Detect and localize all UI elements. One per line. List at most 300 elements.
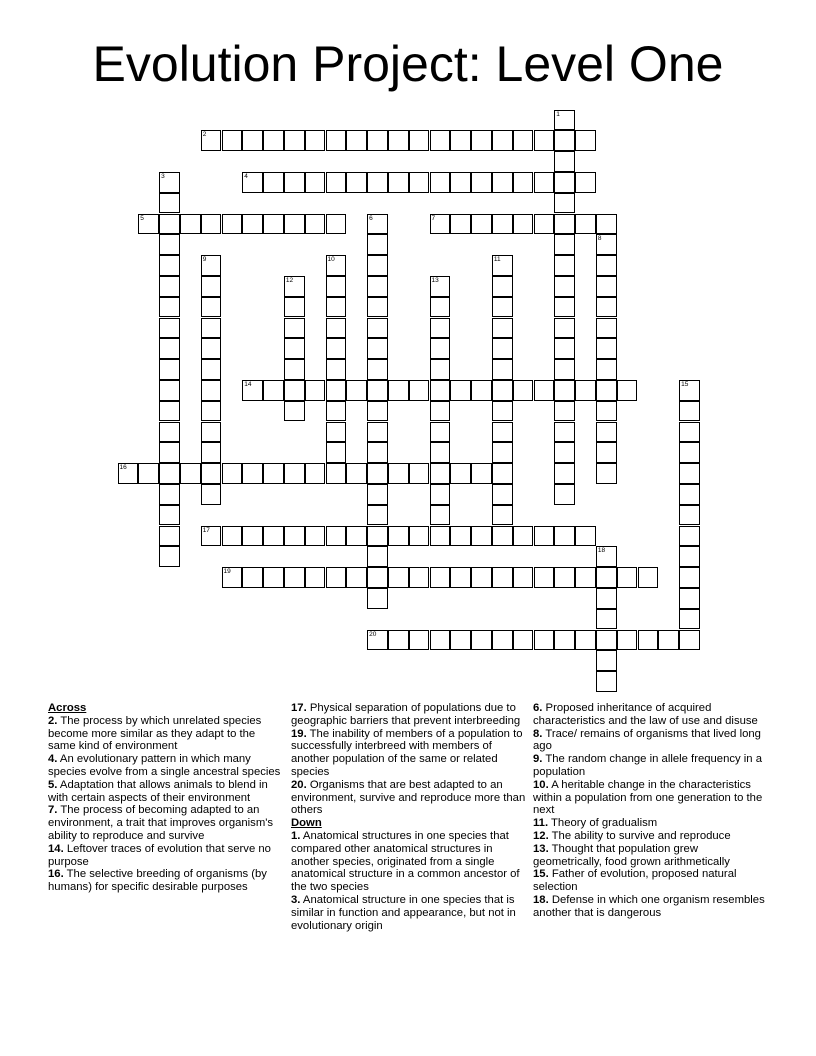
grid-cell[interactable]	[409, 130, 430, 151]
grid-cell[interactable]	[201, 359, 222, 380]
grid-cell[interactable]	[575, 380, 596, 401]
grid-cell[interactable]	[430, 214, 451, 235]
down-clue	[533, 868, 768, 894]
grid-cell[interactable]	[430, 172, 451, 193]
grid-cell[interactable]	[367, 505, 388, 526]
grid-cell[interactable]	[242, 526, 263, 547]
grid-cell[interactable]	[284, 567, 305, 588]
grid-cell[interactable]	[554, 630, 575, 651]
grid-cell[interactable]	[284, 214, 305, 235]
grid-cell[interactable]	[658, 630, 679, 651]
grid-cell[interactable]	[471, 380, 492, 401]
grid-cell[interactable]	[326, 130, 347, 151]
grid-cell[interactable]	[201, 214, 222, 235]
grid-cell[interactable]	[554, 172, 575, 193]
grid-cell[interactable]	[201, 276, 222, 297]
grid-cell[interactable]	[554, 193, 575, 214]
grid-cell[interactable]	[180, 463, 201, 484]
grid-cell[interactable]	[596, 338, 617, 359]
grid-cell[interactable]	[326, 442, 347, 463]
grid-cell[interactable]	[284, 318, 305, 339]
grid-cell[interactable]	[201, 130, 222, 151]
grid-cell[interactable]	[159, 255, 180, 276]
grid-cell[interactable]	[554, 422, 575, 443]
grid-cell[interactable]	[575, 630, 596, 651]
grid-cell[interactable]	[388, 630, 409, 651]
grid-cell[interactable]	[159, 526, 180, 547]
grid-cell[interactable]	[326, 297, 347, 318]
grid-cell[interactable]	[679, 567, 700, 588]
grid-cell[interactable]	[409, 380, 430, 401]
grid-cell[interactable]	[492, 505, 513, 526]
clue-number: 5	[140, 214, 144, 222]
grid-cell[interactable]	[430, 442, 451, 463]
grid-cell[interactable]	[159, 380, 180, 401]
grid-cell[interactable]	[367, 422, 388, 443]
grid-cell[interactable]	[679, 380, 700, 401]
clue-text: Proposed inheritance of acquired characteristics and the law of use and disuse	[533, 702, 758, 727]
grid-cell[interactable]	[159, 359, 180, 380]
grid-cell[interactable]	[305, 567, 326, 588]
grid-cell[interactable]	[471, 172, 492, 193]
clue-num: 3.	[291, 893, 301, 906]
grid-cell[interactable]	[596, 234, 617, 255]
grid-cell[interactable]	[534, 380, 555, 401]
grid-cell[interactable]	[450, 172, 471, 193]
grid-cell[interactable]	[367, 567, 388, 588]
grid-cell[interactable]	[430, 338, 451, 359]
grid-cell[interactable]	[596, 401, 617, 422]
grid-cell[interactable]	[617, 630, 638, 651]
grid-cell[interactable]	[575, 526, 596, 547]
grid-cell[interactable]	[242, 214, 263, 235]
grid-cell[interactable]	[367, 546, 388, 567]
grid-cell[interactable]	[263, 380, 284, 401]
grid-cell[interactable]	[534, 526, 555, 547]
grid-cell[interactable]	[450, 630, 471, 651]
grid-cell[interactable]	[679, 588, 700, 609]
grid-cell[interactable]	[367, 401, 388, 422]
clue-number: 20	[369, 630, 377, 638]
grid-cell[interactable]	[430, 463, 451, 484]
grid-cell[interactable]	[201, 338, 222, 359]
grid-cell[interactable]	[679, 401, 700, 422]
grid-cell[interactable]	[367, 526, 388, 547]
clue-num: 11.	[533, 817, 549, 830]
grid-cell[interactable]	[263, 172, 284, 193]
grid-cell[interactable]	[492, 255, 513, 276]
grid-cell[interactable]	[513, 567, 534, 588]
grid-cell[interactable]	[554, 276, 575, 297]
grid-cell[interactable]	[679, 484, 700, 505]
grid-cell[interactable]	[471, 526, 492, 547]
grid-cell[interactable]	[159, 297, 180, 318]
grid-cell[interactable]	[513, 214, 534, 235]
grid-cell[interactable]	[305, 380, 326, 401]
down-clue	[533, 753, 768, 779]
grid-cell[interactable]	[638, 567, 659, 588]
grid-cell[interactable]	[554, 359, 575, 380]
grid-cell[interactable]	[471, 567, 492, 588]
grid-cell[interactable]	[326, 401, 347, 422]
grid-cell[interactable]	[284, 401, 305, 422]
grid-cell[interactable]	[367, 380, 388, 401]
grid-cell[interactable]	[596, 630, 617, 651]
grid-cell[interactable]	[388, 380, 409, 401]
clue-text: The ability to survive and reproduce	[548, 829, 731, 842]
grid-cell[interactable]	[326, 214, 347, 235]
grid-cell[interactable]	[450, 214, 471, 235]
grid-cell[interactable]	[596, 255, 617, 276]
clue-text: Trace/ remains of organisms that lived long ago	[533, 727, 761, 753]
grid-cell[interactable]	[159, 193, 180, 214]
grid-cell[interactable]	[409, 526, 430, 547]
grid-cell[interactable]	[326, 422, 347, 443]
grid-cell[interactable]	[554, 234, 575, 255]
grid-cell[interactable]	[679, 630, 700, 651]
grid-cell[interactable]	[367, 442, 388, 463]
grid-cell[interactable]	[263, 567, 284, 588]
grid-cell[interactable]	[450, 526, 471, 547]
grid-cell[interactable]	[596, 422, 617, 443]
grid-cell[interactable]	[596, 609, 617, 630]
grid-cell[interactable]	[430, 422, 451, 443]
grid-cell[interactable]	[263, 130, 284, 151]
grid-cell[interactable]	[326, 567, 347, 588]
grid-cell[interactable]	[242, 567, 263, 588]
grid-cell[interactable]	[367, 255, 388, 276]
grid-cell[interactable]	[534, 172, 555, 193]
grid-cell[interactable]	[284, 463, 305, 484]
grid-cell[interactable]	[346, 130, 367, 151]
grid-cell[interactable]	[367, 338, 388, 359]
grid-cell[interactable]	[242, 380, 263, 401]
grid-cell[interactable]	[679, 526, 700, 547]
grid-cell[interactable]	[430, 630, 451, 651]
grid-cell[interactable]	[201, 380, 222, 401]
grid-cell[interactable]	[554, 442, 575, 463]
grid-cell[interactable]	[201, 422, 222, 443]
grid-cell[interactable]	[575, 567, 596, 588]
grid-cell[interactable]	[492, 567, 513, 588]
grid-cell[interactable]	[513, 630, 534, 651]
grid-cell[interactable]	[554, 463, 575, 484]
grid-cell[interactable]	[492, 401, 513, 422]
grid-cell[interactable]	[346, 567, 367, 588]
grid-cell[interactable]	[201, 484, 222, 505]
clue-num: 5.	[48, 778, 58, 791]
grid-cell[interactable]	[638, 630, 659, 651]
grid-cell[interactable]	[305, 172, 326, 193]
grid-cell[interactable]	[367, 318, 388, 339]
grid-cell[interactable]	[263, 214, 284, 235]
grid-cell[interactable]	[596, 567, 617, 588]
grid-cell[interactable]	[346, 172, 367, 193]
grid-cell[interactable]	[305, 526, 326, 547]
grid-cell[interactable]	[450, 567, 471, 588]
grid-cell[interactable]	[326, 276, 347, 297]
grid-cell[interactable]	[159, 338, 180, 359]
grid-cell[interactable]	[409, 172, 430, 193]
grid-cell[interactable]	[388, 172, 409, 193]
grid-cell[interactable]	[471, 130, 492, 151]
grid-cell[interactable]	[596, 359, 617, 380]
grid-cell[interactable]	[430, 297, 451, 318]
grid-cell[interactable]	[679, 463, 700, 484]
grid-cell[interactable]	[118, 463, 139, 484]
grid-cell[interactable]	[492, 130, 513, 151]
grid-cell[interactable]	[367, 630, 388, 651]
grid-cell[interactable]	[575, 214, 596, 235]
grid-cell[interactable]	[222, 130, 243, 151]
grid-cell[interactable]	[346, 526, 367, 547]
grid-cell[interactable]	[326, 172, 347, 193]
grid-cell[interactable]	[679, 422, 700, 443]
grid-cell[interactable]	[513, 380, 534, 401]
grid-cell[interactable]	[534, 630, 555, 651]
grid-cell[interactable]	[492, 630, 513, 651]
grid-cell[interactable]	[326, 318, 347, 339]
grid-cell[interactable]	[513, 130, 534, 151]
grid-cell[interactable]	[492, 276, 513, 297]
clue-number: 3	[161, 172, 165, 180]
grid-cell[interactable]	[159, 442, 180, 463]
grid-cell[interactable]	[554, 297, 575, 318]
grid-cell[interactable]	[367, 588, 388, 609]
clue-num: 15.	[533, 868, 549, 881]
grid-cell[interactable]	[263, 526, 284, 547]
clue-text: Organisms that are best adapted to an environment, survive and reproduce more than others	[291, 778, 526, 817]
grid-cell[interactable]	[284, 276, 305, 297]
grid-cell[interactable]	[201, 442, 222, 463]
grid-cell[interactable]	[159, 484, 180, 505]
grid-cell[interactable]	[159, 401, 180, 422]
grid-cell[interactable]	[367, 484, 388, 505]
grid-cell[interactable]	[326, 526, 347, 547]
grid-cell[interactable]	[554, 130, 575, 151]
grid-cell[interactable]	[596, 318, 617, 339]
grid-cell[interactable]	[554, 214, 575, 235]
grid-cell[interactable]	[284, 130, 305, 151]
grid-cell[interactable]	[430, 276, 451, 297]
grid-cell[interactable]	[596, 297, 617, 318]
grid-cell[interactable]	[201, 297, 222, 318]
grid-cell[interactable]	[367, 276, 388, 297]
grid-cell[interactable]	[222, 526, 243, 547]
down-heading: Down	[291, 817, 322, 830]
grid-cell[interactable]	[534, 130, 555, 151]
grid-cell[interactable]	[492, 214, 513, 235]
grid-cell[interactable]	[492, 318, 513, 339]
grid-cell[interactable]	[222, 214, 243, 235]
grid-cell[interactable]	[492, 172, 513, 193]
grid-cell[interactable]	[409, 567, 430, 588]
grid-cell[interactable]	[596, 546, 617, 567]
grid-cell[interactable]	[430, 567, 451, 588]
grid-cell[interactable]	[326, 463, 347, 484]
grid-cell[interactable]	[430, 318, 451, 339]
grid-cell[interactable]	[222, 567, 243, 588]
clue-number: 13	[431, 276, 439, 284]
grid-cell[interactable]	[180, 214, 201, 235]
grid-cell[interactable]	[430, 526, 451, 547]
grid-cell[interactable]	[679, 546, 700, 567]
grid-cell[interactable]	[367, 172, 388, 193]
grid-cell[interactable]	[263, 463, 284, 484]
grid-cell[interactable]	[596, 650, 617, 671]
grid-cell[interactable]	[201, 401, 222, 422]
grid-cell[interactable]	[367, 130, 388, 151]
grid-cell[interactable]	[367, 359, 388, 380]
grid-cell[interactable]	[492, 526, 513, 547]
grid-cell[interactable]	[409, 630, 430, 651]
grid-cell[interactable]	[679, 505, 700, 526]
grid-cell[interactable]	[388, 463, 409, 484]
clue-num: 2.	[48, 714, 58, 727]
grid-cell[interactable]	[409, 463, 430, 484]
grid-cell[interactable]	[242, 130, 263, 151]
clue-number: 2	[202, 131, 207, 139]
grid-cell[interactable]	[159, 422, 180, 443]
grid-cell[interactable]	[388, 130, 409, 151]
clue-text: A heritable change in the characteristics within a population from one generation to the next	[533, 778, 763, 817]
grid-cell[interactable]	[430, 505, 451, 526]
grid-cell[interactable]	[159, 546, 180, 567]
grid-cell[interactable]	[492, 484, 513, 505]
grid-cell[interactable]	[201, 255, 222, 276]
grid-cell[interactable]	[201, 318, 222, 339]
grid-cell[interactable]	[554, 110, 575, 131]
grid-cell[interactable]	[492, 297, 513, 318]
grid-cell[interactable]	[305, 214, 326, 235]
grid-cell[interactable]	[575, 172, 596, 193]
grid-cell[interactable]	[242, 172, 263, 193]
grid-cell[interactable]	[367, 234, 388, 255]
grid-cell[interactable]	[554, 318, 575, 339]
grid-cell[interactable]	[430, 130, 451, 151]
grid-cell[interactable]	[159, 214, 180, 235]
grid-cell[interactable]	[492, 422, 513, 443]
grid-cell[interactable]	[554, 526, 575, 547]
grid-cell[interactable]	[138, 463, 159, 484]
grid-cell[interactable]	[596, 588, 617, 609]
grid-cell[interactable]	[492, 338, 513, 359]
grid-cell[interactable]	[284, 172, 305, 193]
grid-cell[interactable]	[471, 630, 492, 651]
grid-cell[interactable]	[430, 484, 451, 505]
grid-cell[interactable]	[554, 151, 575, 172]
grid-cell[interactable]	[450, 130, 471, 151]
grid-cell[interactable]	[326, 255, 347, 276]
grid-cell[interactable]	[554, 255, 575, 276]
grid-cell[interactable]	[222, 463, 243, 484]
grid-cell[interactable]	[492, 380, 513, 401]
grid-cell[interactable]	[367, 214, 388, 235]
grid-cell[interactable]	[326, 359, 347, 380]
across-clue	[291, 702, 526, 728]
clue-text: Leftover traces of evolution that serve no purpose	[48, 842, 271, 868]
grid-cell[interactable]	[305, 463, 326, 484]
grid-cell[interactable]	[471, 214, 492, 235]
grid-cell[interactable]	[554, 401, 575, 422]
grid-cell[interactable]	[554, 380, 575, 401]
grid-cell[interactable]	[450, 463, 471, 484]
grid-cell[interactable]	[159, 463, 180, 484]
grid-cell[interactable]	[201, 526, 222, 547]
grid-cell[interactable]	[388, 526, 409, 547]
grid-cell[interactable]	[159, 172, 180, 193]
clue-number: 16	[119, 464, 127, 472]
grid-cell[interactable]	[596, 463, 617, 484]
grid-cell[interactable]	[617, 567, 638, 588]
grid-cell[interactable]	[430, 380, 451, 401]
grid-cell[interactable]	[284, 526, 305, 547]
clue-number: 4	[244, 172, 248, 180]
clue-num: 1.	[291, 829, 301, 842]
grid-cell[interactable]	[596, 214, 617, 235]
grid-cell[interactable]	[513, 172, 534, 193]
grid-cell[interactable]	[367, 297, 388, 318]
clue-text: Anatomical structure in one species that is similar in function and appearance, but not in evolutionary origin	[291, 893, 516, 932]
grid-cell[interactable]	[159, 318, 180, 339]
grid-cell[interactable]	[450, 380, 471, 401]
grid-cell[interactable]	[679, 442, 700, 463]
grid-cell[interactable]	[346, 463, 367, 484]
grid-cell[interactable]	[242, 463, 263, 484]
grid-cell[interactable]	[617, 380, 638, 401]
clue-num: 14.	[48, 842, 64, 855]
grid-cell[interactable]	[554, 484, 575, 505]
grid-cell[interactable]	[159, 234, 180, 255]
grid-cell[interactable]	[284, 338, 305, 359]
grid-cell[interactable]	[159, 276, 180, 297]
clue-num: 13.	[533, 842, 549, 855]
grid-cell[interactable]	[534, 214, 555, 235]
grid-cell[interactable]	[596, 671, 617, 692]
grid-cell[interactable]	[138, 214, 159, 235]
down-clue	[291, 830, 526, 894]
grid-cell[interactable]	[284, 359, 305, 380]
clue-text: Thought that population grew geometrically, food grown arithmetically	[533, 842, 730, 868]
grid-cell[interactable]	[201, 463, 222, 484]
grid-cell[interactable]	[326, 380, 347, 401]
grid-cell[interactable]	[471, 463, 492, 484]
grid-cell[interactable]	[513, 526, 534, 547]
grid-cell[interactable]	[388, 567, 409, 588]
grid-cell[interactable]	[554, 338, 575, 359]
grid-cell[interactable]	[284, 380, 305, 401]
grid-cell[interactable]	[305, 130, 326, 151]
grid-cell[interactable]	[430, 359, 451, 380]
grid-cell[interactable]	[159, 505, 180, 526]
grid-cell[interactable]	[346, 380, 367, 401]
grid-cell[interactable]	[575, 130, 596, 151]
grid-cell[interactable]	[596, 442, 617, 463]
grid-cell[interactable]	[534, 567, 555, 588]
grid-cell[interactable]	[284, 297, 305, 318]
grid-cell[interactable]	[430, 401, 451, 422]
clue-number: 6	[369, 214, 373, 222]
grid-cell[interactable]	[492, 463, 513, 484]
grid-cell[interactable]	[596, 380, 617, 401]
grid-cell[interactable]	[367, 463, 388, 484]
grid-cell[interactable]	[326, 338, 347, 359]
grid-cell[interactable]	[679, 609, 700, 630]
grid-cell[interactable]	[554, 567, 575, 588]
grid-cell[interactable]	[492, 359, 513, 380]
grid-cell[interactable]	[596, 276, 617, 297]
grid-cell[interactable]	[492, 442, 513, 463]
